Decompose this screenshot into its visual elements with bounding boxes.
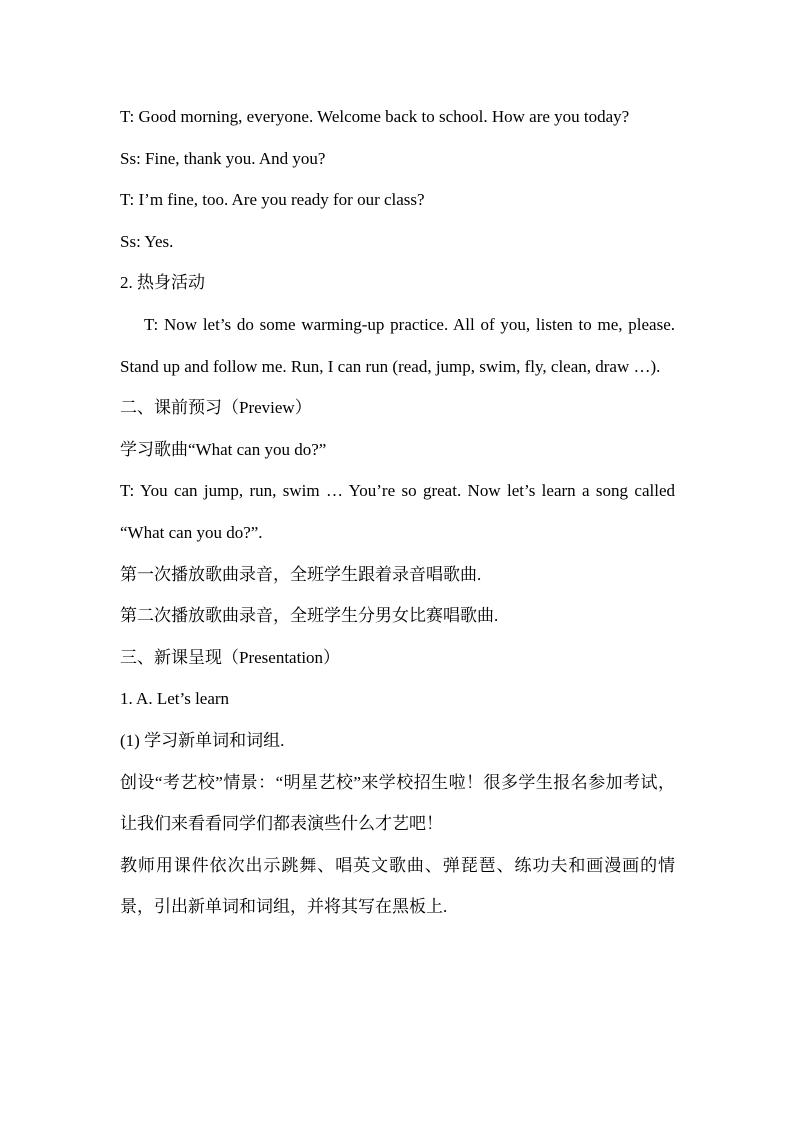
- dialogue-line-teacher-ready: T: I’m fine, too. Are you ready for our class?: [120, 190, 425, 210]
- subheading-new-words: (1) 学习新单词和词组.: [120, 730, 285, 750]
- subheading-lets-learn: 1. A. Let’s learn: [120, 689, 230, 709]
- dialogue-line-teacher-song: T: You can jump, run, swim … You’re so great. Now let’s learn a song called “What can you do?”.: [120, 481, 675, 542]
- dialogue-line-teacher-warmup: T: Now let’s do some warming-up practice. All of you, listen to me, please. Stand up and follow me. Run, I can run (read, jump, swim, fly, clean, draw …).: [120, 314, 675, 376]
- dialogue-line-students-yes: Ss: Yes.: [120, 231, 174, 251]
- instruction-first-play: 第一次播放歌曲录音，全班学生跟着录音唱歌曲.: [120, 564, 482, 584]
- document-page: [120, 96, 675, 928]
- section-heading-preview: 二、课前预习（Preview）: [120, 398, 312, 418]
- dialogue-line-teacher-greeting: T: Good morning, everyone. Welcome back to school. How are you today?: [120, 107, 630, 126]
- song-title-line: 学习歌曲“What can you do?”: [120, 439, 327, 459]
- section-heading-warmup: 2. 热身活动: [120, 273, 205, 293]
- scenario-description: 创设“考艺校”情景：“明星艺校”来学校招生啦！很多学生报名参加考试，让我们来看看同学们都表演些什么才艺吧！: [120, 772, 675, 834]
- instruction-second-play: 第二次播放歌曲录音，全班学生分男女比赛唱歌曲.: [120, 606, 499, 626]
- dialogue-line-students-reply: Ss: Fine, thank you. And you?: [120, 148, 326, 168]
- teacher-courseware-description: 教师用课件依次出示跳舞、唱英文歌曲、弹琵琶、练功夫和画漫画的情景，引出新单词和词组，并将其写在黑板上.: [120, 855, 675, 917]
- section-heading-presentation: 三、新课呈现（Presentation）: [120, 647, 341, 667]
